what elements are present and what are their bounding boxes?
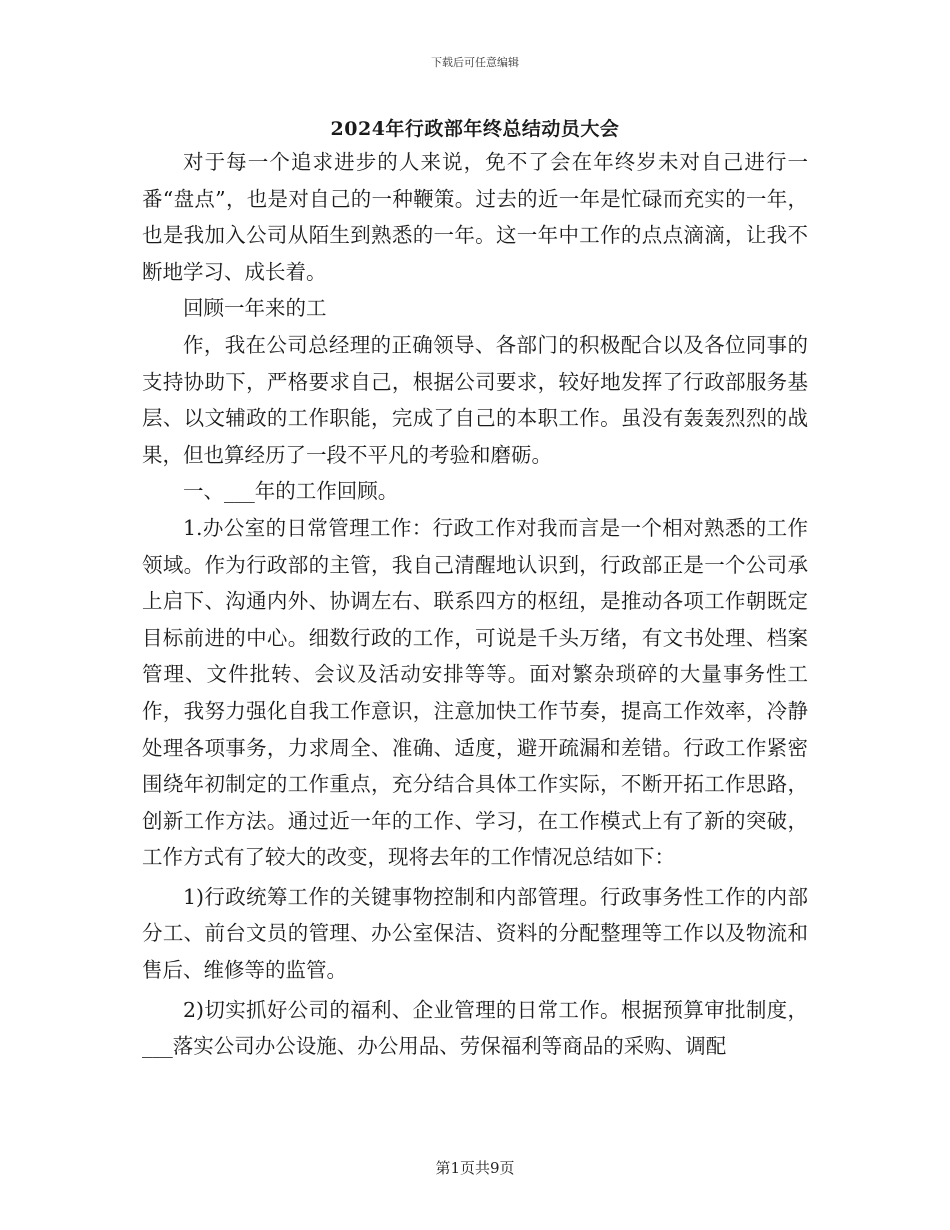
paragraph-office-management: 1.办公室的日常管理工作：行政工作对我而言是一个相对熟悉的工作领域。作为行政部的主管，我自己清醒地认识到，行政部正是一个公司承上启下、沟通内外、协调左右、联系四方的枢纽，是推动各项工作朝既定目标前进的中心。细数行政的工作，可说是千头万绪，有文书处理、档案管理、文件批转、会议及活动安排等等。面对繁杂琐碎的大量事务性工作，我努力强化自我工作意识，注意加快工作节奏，提高工作效率，冷静处理各项事务，力求周全、准确、适度，避开疏漏和差错。行政工作紧密围绕年初制定的工作重点，充分结合具体工作实际，不断开拓工作思路，创新工作方法。通过近一年的工作、学习，在工作模式上有了新的突破，工作方式有了较大的改变，现将去年的工作情况总结如下：	[142, 515, 808, 870]
paragraph-intro: 对于每一个追求进步的人来说，免不了会在年终岁未对自己进行一番“盘点”，也是对自己的一种鞭策。过去的近一年是忙碌而充实的一年，也是我加入公司从陌生到熟悉的一年。这一年中工作的点点滴滴，让我不断地学习、成长着。	[142, 150, 808, 284]
paragraph-item-1: 1)行政统筹工作的关键事物控制和内部管理。行政事务性工作的内部分工、前台文员的管理、办公室保洁、资料的分配整理等工作以及物流和售后、维修等的监管。	[142, 884, 808, 983]
paragraph-review-lead: 回顾一年来的工	[183, 296, 327, 321]
document-body	[142, 144, 808, 1065]
paragraph-review-body: 作，我在公司总经理的正确领导、各部门的积极配合以及各位同事的支持协助下，严格要求自己，根据公司要求，较好地发挥了行政部服务基层、以文辅政的工作职能，完成了自己的本职工作。虽没有轰轰烈烈的战果，但也算经历了一段不平凡的考验和磨砺。	[142, 332, 808, 467]
page-header-note: 下载后可任意编辑	[431, 56, 519, 69]
paragraph-item-2: 2)切实抓好公司的福利、企业管理的日常工作。根据预算审批制度，___落实公司办公设施、办公用品、劳保福利等商品的采购、调配	[142, 997, 808, 1059]
section-heading-review: 一、___年的工作回顾。	[183, 479, 399, 504]
page-number: 第1页共9页	[435, 1159, 515, 1177]
document-title: 2024年行政部年终总结动员大会	[330, 118, 620, 140]
